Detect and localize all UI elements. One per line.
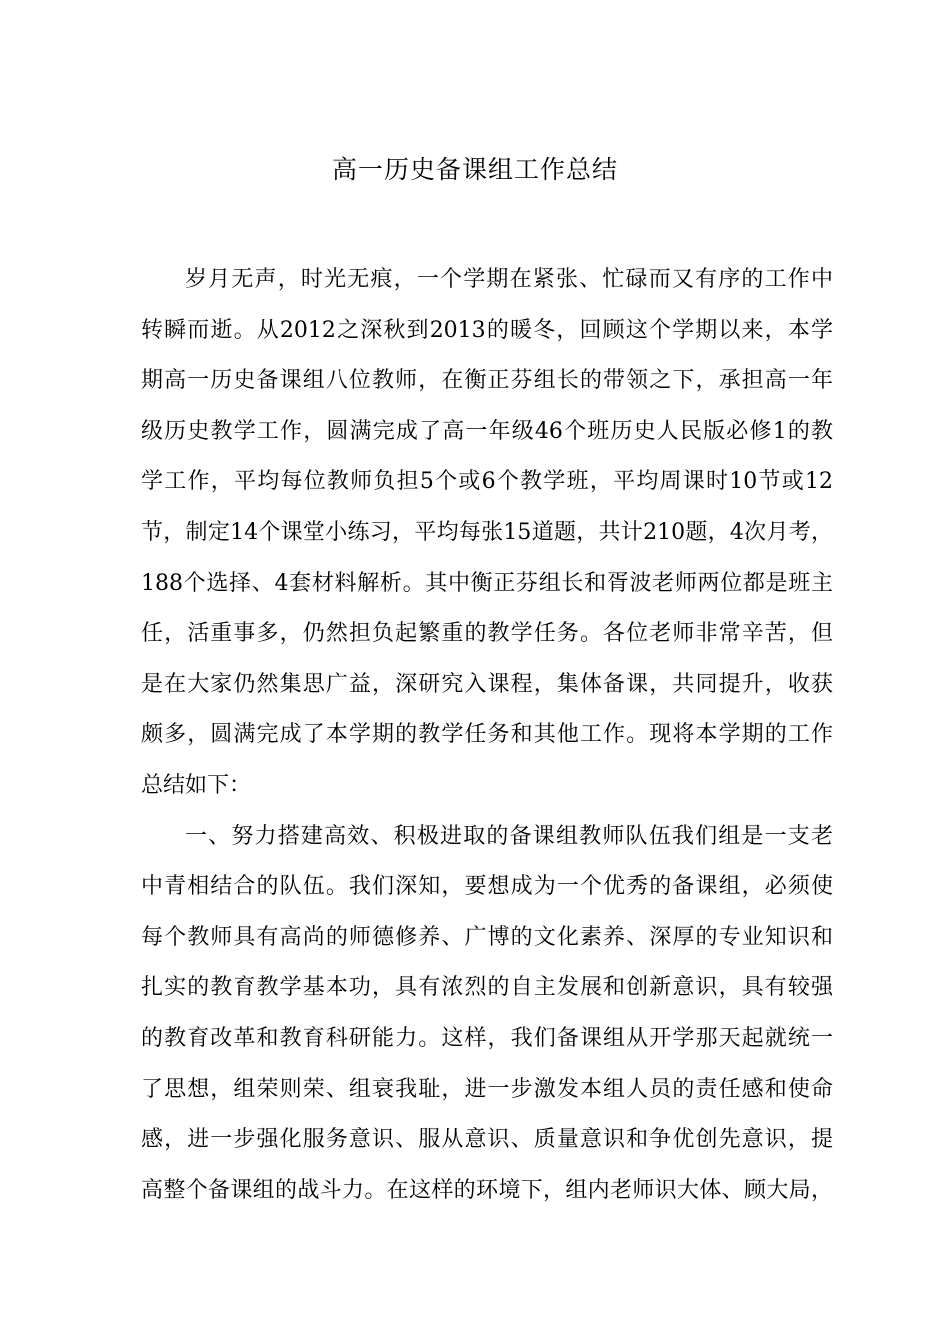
paragraph-intro <box>141 258 833 815</box>
text-line: 感，进一步强化服务意识、服从意识、质量意识和争优创先意识，提 <box>141 1127 833 1153</box>
text-line: 节，制定14个课堂小练习，平均每张15道题，共计210题，4次月考， <box>141 519 833 545</box>
text-line: 每个教师具有高尚的师德修养、广博的文化素养、深厚的专业知识和 <box>141 924 833 950</box>
text-line: 颇多，圆满完成了本学期的教学任务和其他工作。现将本学期的工作 <box>141 722 833 748</box>
text-line: 高整个备课组的战斗力。在这样的环境下，组内老师识大体、顾大局， <box>141 1177 833 1203</box>
document-title: 高一历史备课组工作总结 <box>331 155 618 184</box>
text-line: 一、努力搭建高效、积极进取的备课组教师队伍我们组是一支老 <box>185 823 833 849</box>
text-line: 188个选择、4套材料解析。其中衡正芬组长和胥波老师两位都是班主 <box>141 570 833 596</box>
text-line: 任，活重事多，仍然担负起繁重的教学任务。各位老师非常辛苦，但 <box>141 621 833 647</box>
text-line: 级历史教学工作，圆满完成了高一年级46个班历史人民版必修1的教 <box>141 418 833 444</box>
text-line: 学工作，平均每位教师负担5个或6个教学班，平均周课时10节或12 <box>141 469 833 495</box>
paragraph-section-one <box>141 815 833 1220</box>
text-line: 了思想，组荣则荣、组衰我耻，进一步激发本组人员的责任感和使命 <box>141 1076 833 1102</box>
text-line: 中青相结合的队伍。我们深知，要想成为一个优秀的备课组，必须使 <box>141 874 833 900</box>
text-line: 是在大家仍然集思广益，深研究入课程，集体备课，共同提升，收获 <box>141 671 833 697</box>
text-line: 转瞬而逝。从2012之深秋到2013的暖冬，回顾这个学期以来，本学 <box>141 317 833 343</box>
text-line: 的教育改革和教育科研能力。这样，我们备课组从开学那天起就统一 <box>141 1025 833 1051</box>
text-line: 岁月无声，时光无痕，一个学期在紧张、忙碌而又有序的工作中 <box>185 267 833 292</box>
document-body <box>141 258 833 1219</box>
text-line: 扎实的教育教学基本功，具有浓烈的自主发展和创新意识，具有较强 <box>141 975 833 1001</box>
text-line: 总结如下： <box>141 772 252 798</box>
text-line: 期高一历史备课组八位教师，在衡正芬组长的带领之下，承担高一年 <box>141 368 833 394</box>
